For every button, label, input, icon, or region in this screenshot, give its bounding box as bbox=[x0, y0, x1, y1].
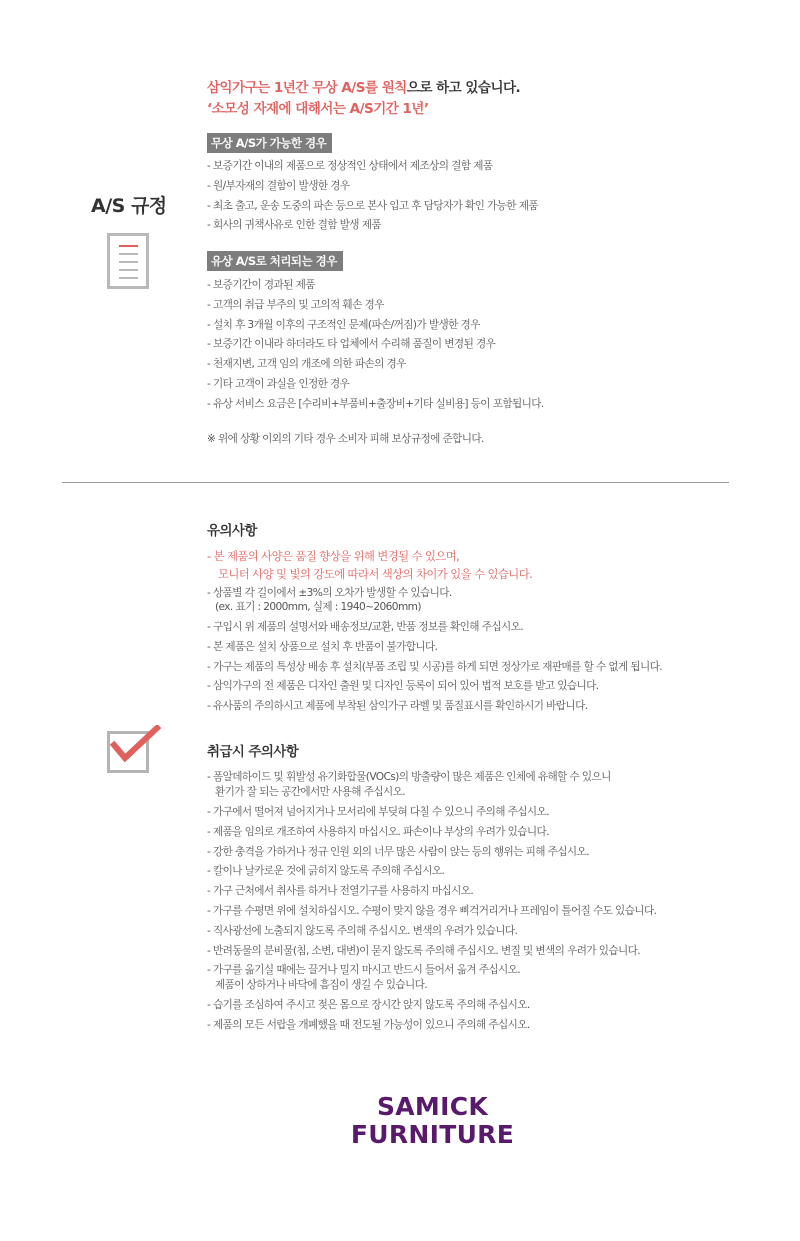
list-item: 환기가 잘 되는 공간에서만 사용해 주십시오. bbox=[215, 786, 406, 798]
headline bbox=[207, 78, 520, 120]
list-item: - 원/부자재의 결함이 발생한 경우 bbox=[207, 179, 350, 192]
list-item: - 반려동물의 분비물(침, 소변, 대변)이 묻지 않도록 주의해 주십시오. 변질 및 변색의 우려가 있습니다. bbox=[207, 944, 641, 957]
list-item: - 가구는 제품의 특성상 배송 후 설치(부품 조립 및 시공)를 하게 되면 정상가로 재판매를 할 수 없게 됩니다. bbox=[207, 660, 663, 673]
section-divider bbox=[62, 482, 729, 483]
notice-list bbox=[207, 618, 662, 717]
list-item: - 유상 서비스 요금은 [수리비+부품비+출장비+기타 실비용] 등이 포함됩니다. bbox=[207, 397, 544, 410]
list-item: (ex. 표기 : 2000mm, 실제 : 1940~2060mm) bbox=[215, 601, 421, 613]
list-item: 제품이 상하거나 바닥에 흠집이 생길 수 있습니다. bbox=[215, 979, 428, 991]
warning-line: - 본 제품의 사양은 품질 향상을 위해 변경될 수 있으며, bbox=[207, 549, 460, 563]
list-item: - 가구에서 떨어져 넘어지거나 모서리에 부딪혀 다칠 수 있으니 주의해 주십시오. bbox=[207, 806, 549, 818]
list-item: - 고객의 취급 부주의 및 고의적 훼손 경우 bbox=[207, 298, 384, 311]
headline-red: 삼익가구는 1년간 무상 A/S를 원칙 bbox=[207, 80, 407, 96]
list-item: - 상품별 각 길이에서 ±3%의 오차가 발생할 수 있습니다. bbox=[207, 587, 452, 599]
document-icon bbox=[107, 233, 149, 289]
checkmark-icon bbox=[110, 725, 162, 767]
warning-line: 모니터 사양 및 빛의 강도에 따라서 색상의 차이가 있을 수 있습니다. bbox=[218, 567, 533, 581]
headline-subline: ‘소모성 자재에 대해서는 A/S기간 1년’ bbox=[207, 101, 429, 117]
list-item: - 가구를 옮기실 때에는 끌거나 밀지 마시고 반드시 들어서 옮겨 주십시오. bbox=[207, 964, 521, 976]
list-item: - 설치 후 3개월 이후의 구조적인 문제(파손/꺼짐)가 발생한 경우 bbox=[207, 318, 480, 331]
handling-list-a bbox=[207, 803, 656, 961]
list-item: - 보증기간 이내라 하더라도 타 업체에서 수리해 품질이 변경된 경우 bbox=[207, 338, 496, 351]
list-item: - 본 제품은 설치 상품으로 설치 후 반품이 불가합니다. bbox=[207, 640, 438, 653]
logo-line-2: FURNITURE bbox=[350, 1120, 515, 1149]
list-item: - 보증기간 이내의 제품으로 정상적인 상태에서 제조상의 결함 제품 bbox=[207, 160, 493, 172]
list-item: - 가구를 수평면 위에 설치하십시오. 수평이 맞지 않을 경우 삐걱거리거나 프레임이 틀어질 수도 있습니다. bbox=[207, 904, 657, 917]
list-item: - 제품의 모든 서랍을 개폐했을 때 전도될 가능성이 있으니 주의해 주십시오. bbox=[207, 1018, 530, 1031]
list-item: - 기타 고객이 과실을 인정한 경우 bbox=[207, 377, 350, 390]
as-note: ※ 위에 상황 이외의 기타 경우 소비자 피해 보상규정에 준합니다. bbox=[207, 433, 484, 445]
logo-line-1: SAMICK bbox=[376, 1092, 489, 1121]
list-item: - 유사품의 주의하시고 제품에 부착된 삼익가구 라벨 및 품질표시를 확인하시기 바랍니다. bbox=[207, 700, 588, 713]
free-as-list bbox=[207, 157, 538, 236]
paid-as-list bbox=[207, 276, 544, 415]
list-item: - 폼알데하이드 및 휘발성 유기화합물(VOCs)의 방출량이 많은 제품은 인체에 유해할 수 있으니 bbox=[207, 771, 611, 783]
list-item: - 강한 충격을 가하거나 정규 인원 외의 너무 많은 사람이 앉는 등의 행위는 피해 주십시오. bbox=[207, 845, 589, 858]
handling-title: 취급시 주의사항 bbox=[207, 744, 299, 760]
list-item: - 가구 근처에서 취사를 하거나 전열기구를 사용하지 마십시오. bbox=[207, 885, 474, 898]
list-item: - 천재지변, 고객 임의 개조에 의한 파손의 경우 bbox=[207, 358, 406, 371]
notice-size-tolerance bbox=[207, 586, 452, 614]
list-item: - 칼이나 날카로운 것에 긁히지 않도록 주의해 주십시오. bbox=[207, 865, 445, 878]
notice-title: 유의사항 bbox=[207, 523, 257, 539]
handling-move-note bbox=[207, 963, 520, 993]
list-item: - 습기를 조심하여 주시고 젖은 몸으로 장시간 앉지 않도록 주의해 주십시오. bbox=[207, 999, 530, 1011]
free-as-tag: 무상 A/S가 가능한 경우 bbox=[207, 133, 332, 153]
samick-furniture-logo bbox=[340, 1093, 525, 1149]
list-item: - 보증기간이 경과된 제품 bbox=[207, 279, 315, 291]
notice-warning bbox=[207, 547, 532, 583]
list-item: - 제품을 임의로 개조하여 사용하지 마십시오. 파손이나 부상의 우려가 있습니다. bbox=[207, 825, 549, 838]
handling-voc-note bbox=[207, 770, 611, 800]
list-item: - 구입시 위 제품의 설명서와 배송정보/교환, 반품 정보를 확인해 주십시오. bbox=[207, 621, 524, 633]
list-item: - 최초 출고, 운송 도중의 파손 등으로 본사 입고 후 담당자가 확인 가능한 제품 bbox=[207, 199, 538, 212]
headline-dark: 으로 하고 있습니다. bbox=[406, 80, 521, 96]
handling-list-b bbox=[207, 996, 530, 1036]
list-item: - 직사광선에 노출되지 않도록 주의해 주십시오. 변색의 우려가 있습니다. bbox=[207, 924, 518, 937]
paid-as-tag: 유상 A/S로 처리되는 경우 bbox=[207, 251, 343, 271]
as-section-title: A/S 규정 bbox=[91, 195, 167, 217]
list-item: - 삼익가구의 전 제품은 디자인 출원 및 디자인 등록이 되어 있어 법적 보호를 받고 있습니다. bbox=[207, 680, 599, 693]
list-item: - 회사의 귀책사유로 인한 결함 발생 제품 bbox=[207, 219, 381, 232]
